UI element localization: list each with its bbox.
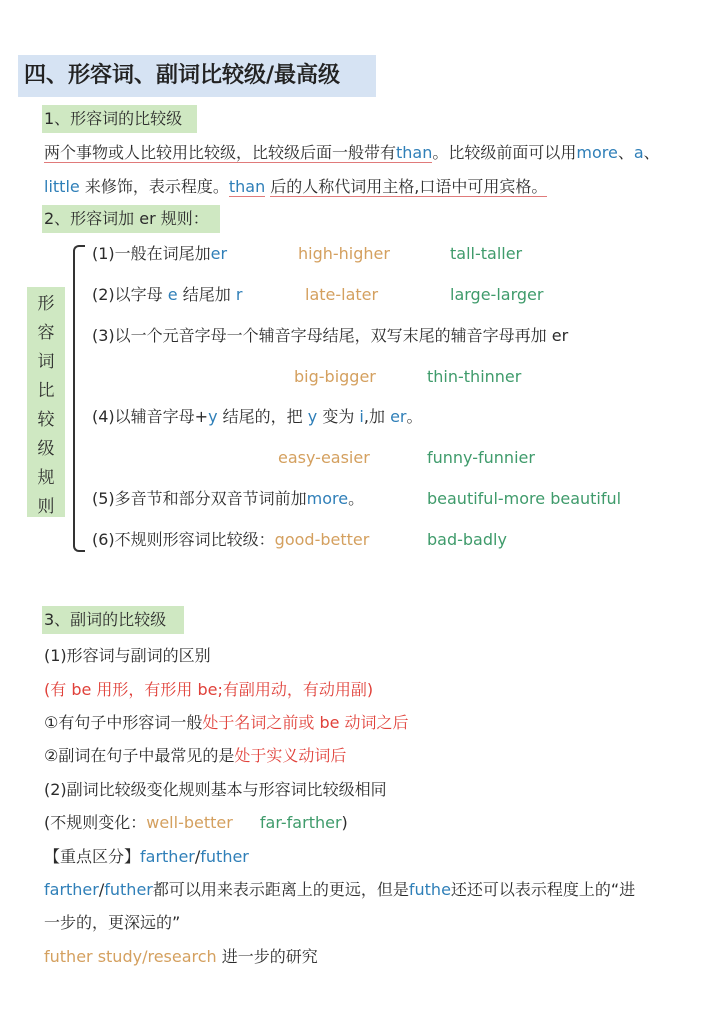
rule4 [92, 406, 423, 428]
s3-irregular-example2: far-farther [259, 813, 342, 832]
s3-line4 [44, 745, 346, 767]
s3-l8-text2: 还还可以表示程度上的“进 [450, 880, 636, 899]
rules-bracket [73, 245, 85, 552]
s1-line2-part1: 来修饰，表示程度。 [84, 177, 229, 196]
rule4-text3: 变为 [322, 407, 355, 426]
s1-line2 [44, 176, 547, 198]
rule3-example2: thin-thinner [427, 367, 522, 386]
side-char: 较 [37, 410, 55, 430]
rule3-example1: big-bigger [294, 367, 376, 386]
rule4-y: y [208, 407, 218, 426]
rule1-example1: high-higher [298, 244, 390, 263]
s3-farther: farther [140, 847, 195, 866]
rule4-er: er [390, 407, 407, 426]
rule1-text: (1)一般在词尾加 [92, 244, 211, 263]
s1-sep: 、 [617, 143, 634, 162]
side-char: 词 [37, 352, 55, 372]
s3-l8-slash: / [98, 880, 105, 899]
s3-line6-close: ) [341, 813, 348, 832]
side-char: 则 [37, 497, 55, 517]
key-distinction-label: 【重点区分】 [44, 847, 141, 866]
rule6-example1: good-better [274, 530, 370, 549]
rule6-example2: bad-badly [427, 530, 507, 549]
side-char: 形 [37, 294, 55, 314]
s1-line2-part2: 后的人称代词用主格,口语中可用宾格。 [270, 177, 548, 196]
rule5 [92, 488, 364, 510]
rule3: (3)以一个元音字母一个辅音字母结尾，双写末尾的辅音字母再加 er [92, 326, 569, 345]
s3-line3 [44, 712, 409, 734]
s3-l8-text: 都可以用来表示距离上的更远，但是 [152, 880, 409, 899]
rule4-text4: ,加 [363, 407, 385, 426]
rule2-example2: large-larger [450, 285, 544, 304]
rule1-er: er [210, 244, 228, 263]
s3-l8-futher: futher [104, 880, 153, 899]
s3-line1: (1)形容词与副词的区别 [44, 646, 211, 665]
rule2-example1: late-later [305, 285, 379, 304]
rule6 [92, 529, 369, 551]
s3-line10 [44, 946, 318, 968]
rule2-r: r [235, 285, 243, 304]
s3-futher: futher [200, 847, 249, 866]
rule2-text2: 结尾加 [182, 285, 231, 304]
s3-line3-text: ①有句子中形容词一般 [44, 713, 203, 732]
s3-line9: 一步的，更深远的” [44, 913, 181, 932]
s1-line1-part2: 。比较级前面可以用 [432, 143, 577, 162]
rule4-text2: 结尾的，把 [222, 407, 303, 426]
rule5-example: beautiful-more beautiful [427, 489, 622, 508]
s1-sep2: 、 [643, 143, 660, 162]
heading-er-rules: 2、形容词加 er 规则： [44, 209, 209, 228]
s3-line3-red: 处于名词之前或 be 动词之后 [202, 713, 409, 732]
s3-line7 [44, 846, 249, 868]
s3-slash: / [194, 847, 201, 866]
rule4-y2: y [307, 407, 318, 426]
s3-line8 [44, 879, 635, 901]
s3-futher-study: futher study/research [44, 947, 217, 966]
s3-line2: (有 be 用形，有形用 be;有副用动，有动用副) [44, 680, 374, 699]
s1-line1-part1: 两个事物或人比较用比较级，比较级后面一般带有 [44, 143, 397, 162]
s3-line4-text: ②副词在句子中最常见的是 [44, 746, 235, 765]
rule2-e: e [167, 285, 178, 304]
rule1-example2: tall-taller [450, 244, 523, 263]
rule4-period: 。 [406, 407, 423, 426]
rule5-text: (5)多音节和部分双音节词前加 [92, 489, 307, 508]
s1-a: a [633, 143, 644, 162]
heading-adjective-comparative: 1、形容词的比较级 [44, 109, 183, 128]
rule4-example1: easy-easier [278, 448, 370, 467]
rule6-text: (6)不规则形容词比较级： [92, 530, 275, 549]
side-char: 规 [37, 468, 55, 488]
s1-than2: than [228, 177, 266, 196]
heading-adverb-comparative: 3、副词的比较级 [44, 610, 167, 629]
side-char: 容 [37, 323, 55, 343]
s3-l8-farther: farther [44, 880, 99, 899]
s3-line6 [44, 812, 348, 834]
rule1 [92, 243, 227, 265]
rule4-text: (4)以辅音字母+ [92, 407, 209, 426]
s1-more: more [576, 143, 618, 162]
rule2 [92, 284, 242, 306]
side-char: 比 [37, 381, 55, 401]
s1-little: little [44, 177, 80, 196]
rule5-more: more [306, 489, 349, 508]
s1-than: than [396, 143, 433, 162]
s3-l8-futhe: futhe [408, 880, 451, 899]
rule5-period: 。 [348, 489, 365, 508]
s3-line4-red: 处于实义动词后 [234, 746, 347, 765]
side-char: 级 [37, 439, 55, 459]
rule4-example2: funny-funnier [427, 448, 535, 467]
s3-l10-text: 进一步的研究 [221, 947, 318, 966]
s3-line5: (2)副词比较级变化规则基本与形容词比较级相同 [44, 780, 387, 799]
s1-line1 [44, 142, 660, 164]
s3-irregular-example1: well-better [146, 813, 233, 832]
section-title: 四、形容词、副词比较级/最高级 [24, 63, 341, 88]
rule2-text: (2)以字母 [92, 285, 163, 304]
rule4-i: i [359, 407, 364, 426]
s3-line6-text: (不规则变化： [44, 813, 147, 832]
side-label [27, 290, 65, 522]
